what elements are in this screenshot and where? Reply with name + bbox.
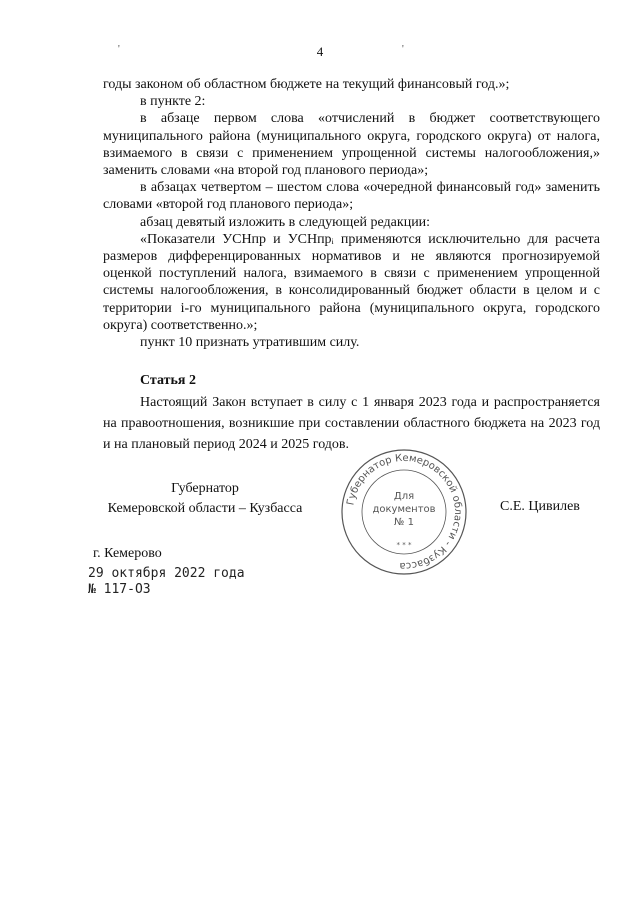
article-title: Статья 2 [140, 373, 196, 388]
paragraph: пункт 10 признать утратившим силу. [140, 335, 360, 351]
paragraph: абзац девятый изложить в следующей редакции: [140, 214, 431, 230]
scan-mark-right: ' [402, 44, 404, 55]
seal-center-line2: документов [372, 504, 436, 515]
amendment-text [103, 76, 600, 351]
signatory-name: С.Е. Цивилев [500, 499, 580, 514]
paragraph: в абзацах четвертом – шестом слова «очередной финансовый год» заменить словами «второй год планового периода»; [103, 180, 600, 213]
seal-center-line3: № 1 [394, 517, 414, 528]
official-seal [339, 447, 469, 577]
law-number: № 117-ОЗ [88, 582, 151, 597]
article-text: Настоящий Закон вступает в силу с 1 января 2023 года и распространяется на правоотношения, возникшие при составлении областного бюджета на 2023 год и на плановый период 2024 и 2025 годов. [103, 395, 600, 452]
signatory-position-line2: Кемеровской области – Кузбасса [107, 501, 303, 516]
paragraph: в пункте 2: [140, 94, 206, 110]
page-number: 4 [316, 44, 324, 59]
paragraph: в абзаце первом слова «отчислений в бюджет соответствующего муниципального района (муниципального округа, городского округа) от налога, взимаемого в связи с применением упрощенной системы налогообложения,» заменить словами «на второй год планового периода»; [103, 111, 600, 179]
seal-ring-text: Губернатор Кемеровской области - Кузбасса [345, 452, 464, 572]
signatory-position-line1: Губернатор [171, 481, 239, 496]
law-date: 29 октября 2022 года [88, 566, 245, 581]
city: г. Кемерово [93, 546, 162, 561]
scan-mark-left: ' [118, 44, 120, 55]
paragraph: «Показатели УСНпр и УСНпрᵢ применяются исключительно для расчета размеров дифференцированных нормативов и не являются прогнозируемой оценкой поступлений налога, взимаемого в связи с применением упрощенной системы налогообложения, в консолидированный бюджет области в целом и с территории i-го муниципального района (муниципального округа, городского округа) соответственно.»; [103, 231, 600, 333]
seal-center-line1: Для [393, 491, 415, 502]
paragraph: годы законом об областном бюджете на текущий финансовый год.»; [103, 77, 510, 92]
signatory-position [95, 479, 315, 519]
seal-stars: * * * [396, 541, 412, 549]
